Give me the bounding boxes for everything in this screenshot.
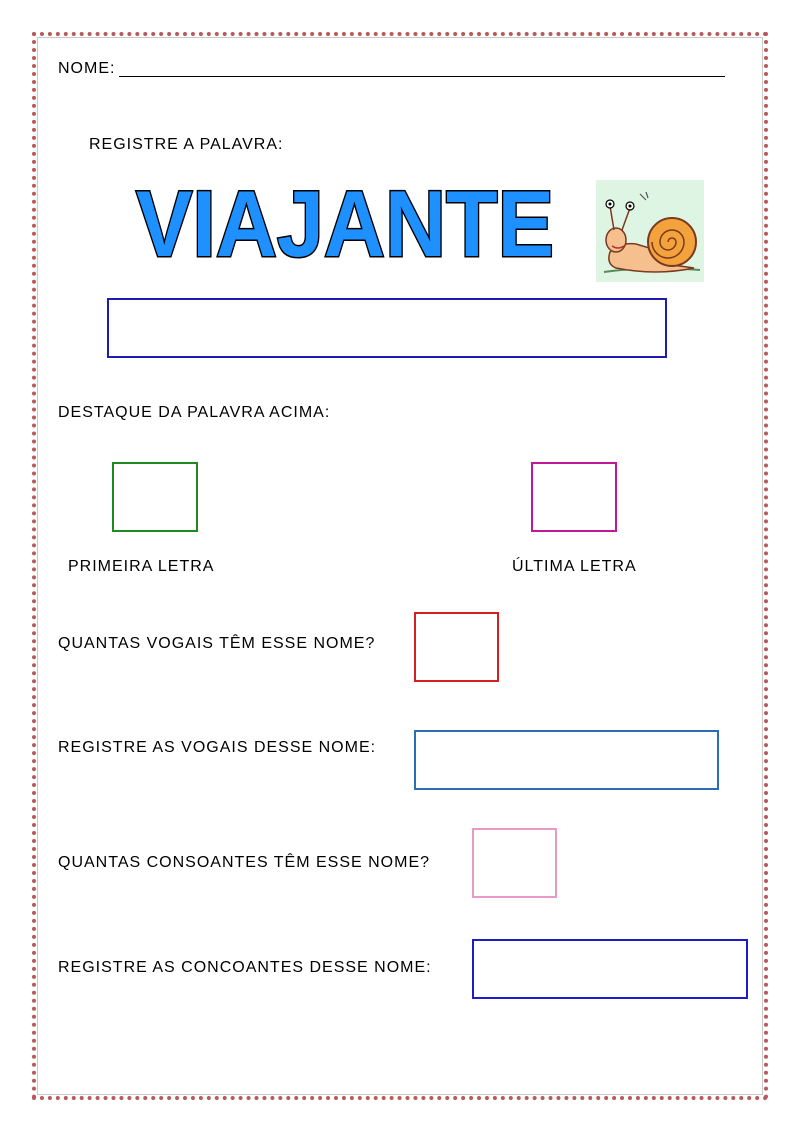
consonant-count-question: QUANTAS CONSOANTES TÊM ESSE NOME? — [58, 854, 431, 871]
register-word-instruction: REGISTRE A PALAVRA: — [89, 136, 284, 153]
vowel-count-box[interactable] — [414, 612, 499, 682]
vowel-count-question: QUANTAS VOGAIS TÊM ESSE NOME? — [58, 635, 376, 652]
nome-input-line[interactable] — [119, 76, 725, 77]
first-letter-box[interactable] — [112, 462, 198, 532]
last-letter-label: ÚLTIMA LETRA — [512, 558, 637, 575]
consonant-count-box[interactable] — [472, 828, 557, 898]
consonants-answer-box[interactable] — [472, 939, 748, 999]
consonants-write-question: REGISTRE AS CONCOANTES DESSE NOME: — [58, 959, 432, 976]
word-title — [130, 172, 560, 272]
word-title-text: VIAJANTE — [136, 172, 554, 272]
word-answer-box[interactable] — [107, 298, 667, 358]
vowels-answer-box[interactable] — [414, 730, 719, 790]
first-letter-label: PRIMEIRA LETRA — [68, 558, 215, 575]
vowels-write-question: REGISTRE AS VOGAIS DESSE NOME: — [58, 739, 377, 756]
last-letter-box[interactable] — [531, 462, 617, 532]
highlight-instruction: DESTAQUE DA PALAVRA ACIMA: — [58, 404, 331, 421]
snail-icon — [596, 180, 704, 282]
nome-label: NOME: — [58, 60, 116, 77]
